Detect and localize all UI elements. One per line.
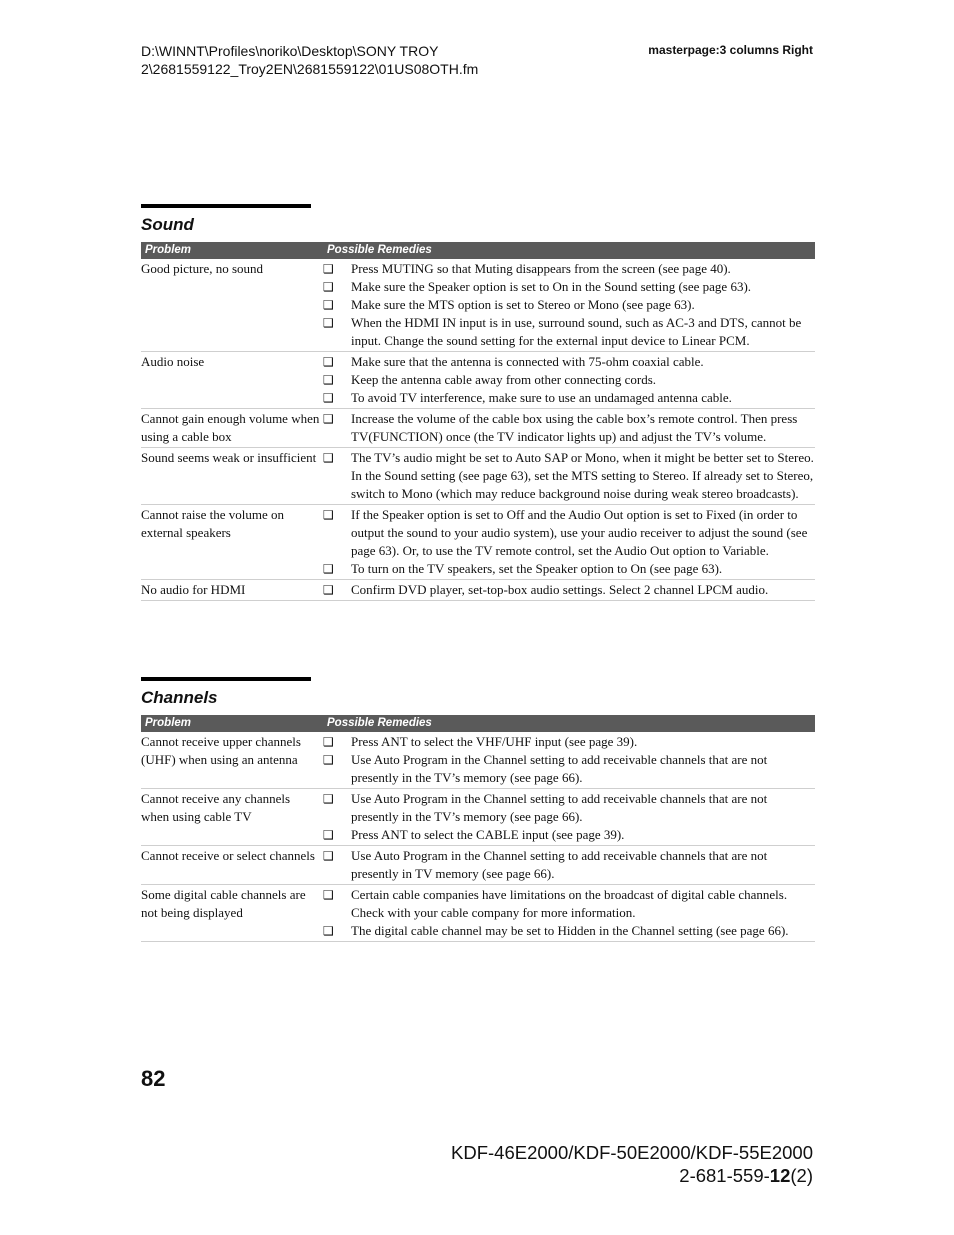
remedy-text: Press ANT to select the CABLE input (see page 39).	[351, 827, 625, 842]
remedy-text: Press MUTING so that Muting disappears from the screen (see page 40).	[351, 261, 731, 276]
table-row	[141, 789, 815, 846]
remedy-text: Increase the volume of the cable box using the cable box’s remote control. Then press TV(FUNCTION) once (the TV indicator lights up) and adjust the TV’s volume.	[351, 411, 798, 444]
column-header-problem: Problem	[145, 717, 192, 729]
page-number: 82	[141, 1066, 166, 1091]
remedy-item	[323, 296, 815, 314]
checkbox-icon: ❑	[323, 280, 334, 294]
remedies-cell	[323, 581, 815, 599]
problem-cell: Cannot raise the volume on external speakers	[141, 507, 284, 540]
section-title-sound: Sound	[141, 215, 194, 234]
table-row	[141, 732, 815, 789]
checkbox-icon: ❑	[323, 792, 334, 806]
column-header-problem: Problem	[145, 244, 192, 256]
checkbox-icon: ❑	[323, 262, 334, 276]
remedy-text: To turn on the TV speakers, set the Speaker option to On (see page 63).	[351, 561, 723, 576]
section-rule	[141, 204, 311, 208]
remedy-item	[323, 790, 815, 826]
section-title-channels: Channels	[141, 688, 218, 707]
remedies-cell	[323, 449, 815, 503]
part-number-bold: 12	[769, 1165, 791, 1186]
table-row	[141, 448, 815, 505]
remedy-item	[323, 278, 815, 296]
remedies-cell	[323, 847, 815, 883]
remedies-cell	[323, 506, 815, 578]
column-header-remedies: Possible Remedies	[327, 717, 432, 729]
remedy-text: Make sure that the antenna is connected with 75-ohm coaxial cable.	[351, 354, 704, 369]
problem-cell: Cannot receive any channels when using cable TV	[141, 791, 291, 824]
checkbox-icon: ❑	[323, 753, 334, 767]
problem-cell: Cannot gain enough volume when using a cable box	[141, 411, 320, 444]
remedy-item	[323, 353, 815, 371]
remedies-cell	[323, 410, 815, 446]
section-rule	[141, 677, 311, 681]
remedy-text: If the Speaker option is set to Off and the Audio Out option is set to Fixed (in order to output the sound to your audio system), use your audio receiver to adjust the sound (see page 63). Or, to use the TV remote control, set the Audio Out option to Variable.	[351, 507, 808, 558]
checkbox-icon: ❑	[323, 735, 334, 749]
model-numbers: KDF-46E2000/KDF-50E2000/KDF-55E2000	[451, 1142, 813, 1163]
file-path-line-2: 2\2681559122_Troy2EN\2681559122\01US08OTH.fm	[141, 61, 479, 77]
checkbox-icon: ❑	[323, 298, 334, 312]
checkbox-icon: ❑	[323, 355, 334, 369]
sound-section	[141, 204, 815, 601]
remedy-text: Certain cable companies have limitations on the broadcast of digital cable channels. Check with your cable company for more information.	[351, 887, 788, 920]
model-footer	[451, 1141, 813, 1187]
checkbox-icon: ❑	[323, 316, 334, 330]
remedy-item	[323, 886, 815, 922]
table-header	[141, 715, 815, 732]
remedy-text: Confirm DVD player, set-top-box audio settings. Select 2 channel LPCM audio.	[351, 582, 769, 597]
remedy-text: When the HDMI IN input is in use, surround sound, such as AC-3 and DTS, cannot be input. Change the sound setting for the external input device to Linear PCM.	[351, 315, 802, 348]
remedy-text: The TV’s audio might be set to Auto SAP or Mono, when it might be better set to Stereo. In the Sound setting (see page 63), set the MTS setting to Stereo. If already set to Stereo, switch to Mono (which may reduce background noise during weak stereo broadcasts).	[351, 450, 814, 501]
checkbox-icon: ❑	[323, 412, 334, 426]
checkbox-icon: ❑	[323, 583, 334, 597]
problem-cell: Sound seems weak or insufficient	[141, 450, 317, 465]
remedy-text: To avoid TV interference, make sure to use an undamaged antenna cable.	[351, 390, 732, 405]
table-row	[141, 352, 815, 409]
checkbox-icon: ❑	[323, 562, 334, 576]
remedy-item	[323, 826, 815, 844]
table-header	[141, 242, 815, 259]
remedy-item	[323, 389, 815, 407]
table-row	[141, 409, 815, 448]
checkbox-icon: ❑	[323, 888, 334, 902]
checkbox-icon: ❑	[323, 508, 334, 522]
checkbox-icon: ❑	[323, 391, 334, 405]
remedy-item	[323, 371, 815, 389]
problem-cell: Some digital cable channels are not being displayed	[141, 887, 306, 920]
remedy-text: Use Auto Program in the Channel setting to add receivable channels that are not presently in the TV’s memory (see page 66).	[351, 791, 768, 824]
remedy-item	[323, 260, 815, 278]
table-row	[141, 580, 815, 601]
part-number-suffix: (2)	[790, 1165, 813, 1186]
remedy-item	[323, 581, 815, 599]
part-number	[451, 1164, 813, 1187]
problem-cell: No audio for HDMI	[141, 582, 246, 597]
remedy-item	[323, 410, 815, 446]
problem-cell: Audio noise	[141, 354, 205, 369]
problem-cell: Good picture, no sound	[141, 261, 264, 276]
remedy-item	[323, 314, 815, 350]
column-header-remedies: Possible Remedies	[327, 244, 432, 256]
remedy-text: Make sure the Speaker option is set to On in the Sound setting (see page 63).	[351, 279, 752, 294]
remedy-text: Keep the antenna cable away from other connecting cords.	[351, 372, 657, 387]
table-row	[141, 259, 815, 352]
part-number-prefix: 2-681-559-	[679, 1165, 770, 1186]
remedies-cell	[323, 353, 815, 407]
remedies-cell	[323, 886, 815, 940]
remedy-text: Press ANT to select the VHF/UHF input (see page 39).	[351, 734, 638, 749]
remedy-text: Use Auto Program in the Channel setting to add receivable channels that are not presently in the TV’s memory (see page 66).	[351, 752, 768, 785]
remedy-item	[323, 751, 815, 787]
remedy-item	[323, 733, 815, 751]
remedy-text: The digital cable channel may be set to Hidden in the Channel setting (see page 66).	[351, 923, 789, 938]
problem-cell: Cannot receive upper channels (UHF) when using an antenna	[141, 734, 301, 767]
troubleshooting-table-sound	[141, 259, 815, 601]
remedy-item	[323, 506, 815, 560]
masterpage-label: masterpage:3 columns Right	[648, 43, 813, 57]
remedy-item	[323, 847, 815, 883]
remedy-item	[323, 922, 815, 940]
remedies-cell	[323, 260, 815, 350]
remedy-item	[323, 449, 815, 503]
problem-cell: Cannot receive or select channels	[141, 848, 315, 863]
remedy-text: Use Auto Program in the Channel setting to add receivable channels that are not presently in TV memory (see page 66).	[351, 848, 768, 881]
checkbox-icon: ❑	[323, 849, 334, 863]
checkbox-icon: ❑	[323, 924, 334, 938]
checkbox-icon: ❑	[323, 451, 334, 465]
checkbox-icon: ❑	[323, 373, 334, 387]
channels-section	[141, 677, 815, 942]
file-path-header	[141, 42, 478, 78]
troubleshooting-table-channels	[141, 732, 815, 942]
table-row	[141, 885, 815, 942]
checkbox-icon: ❑	[323, 828, 334, 842]
remedies-cell	[323, 790, 815, 844]
remedies-cell	[323, 733, 815, 787]
file-path-line-1: D:\WINNT\Profiles\noriko\Desktop\SONY TROY	[141, 43, 439, 59]
table-row	[141, 846, 815, 885]
remedy-item	[323, 560, 815, 578]
remedy-text: Make sure the MTS option is set to Stereo or Mono (see page 63).	[351, 297, 695, 312]
table-row	[141, 505, 815, 580]
